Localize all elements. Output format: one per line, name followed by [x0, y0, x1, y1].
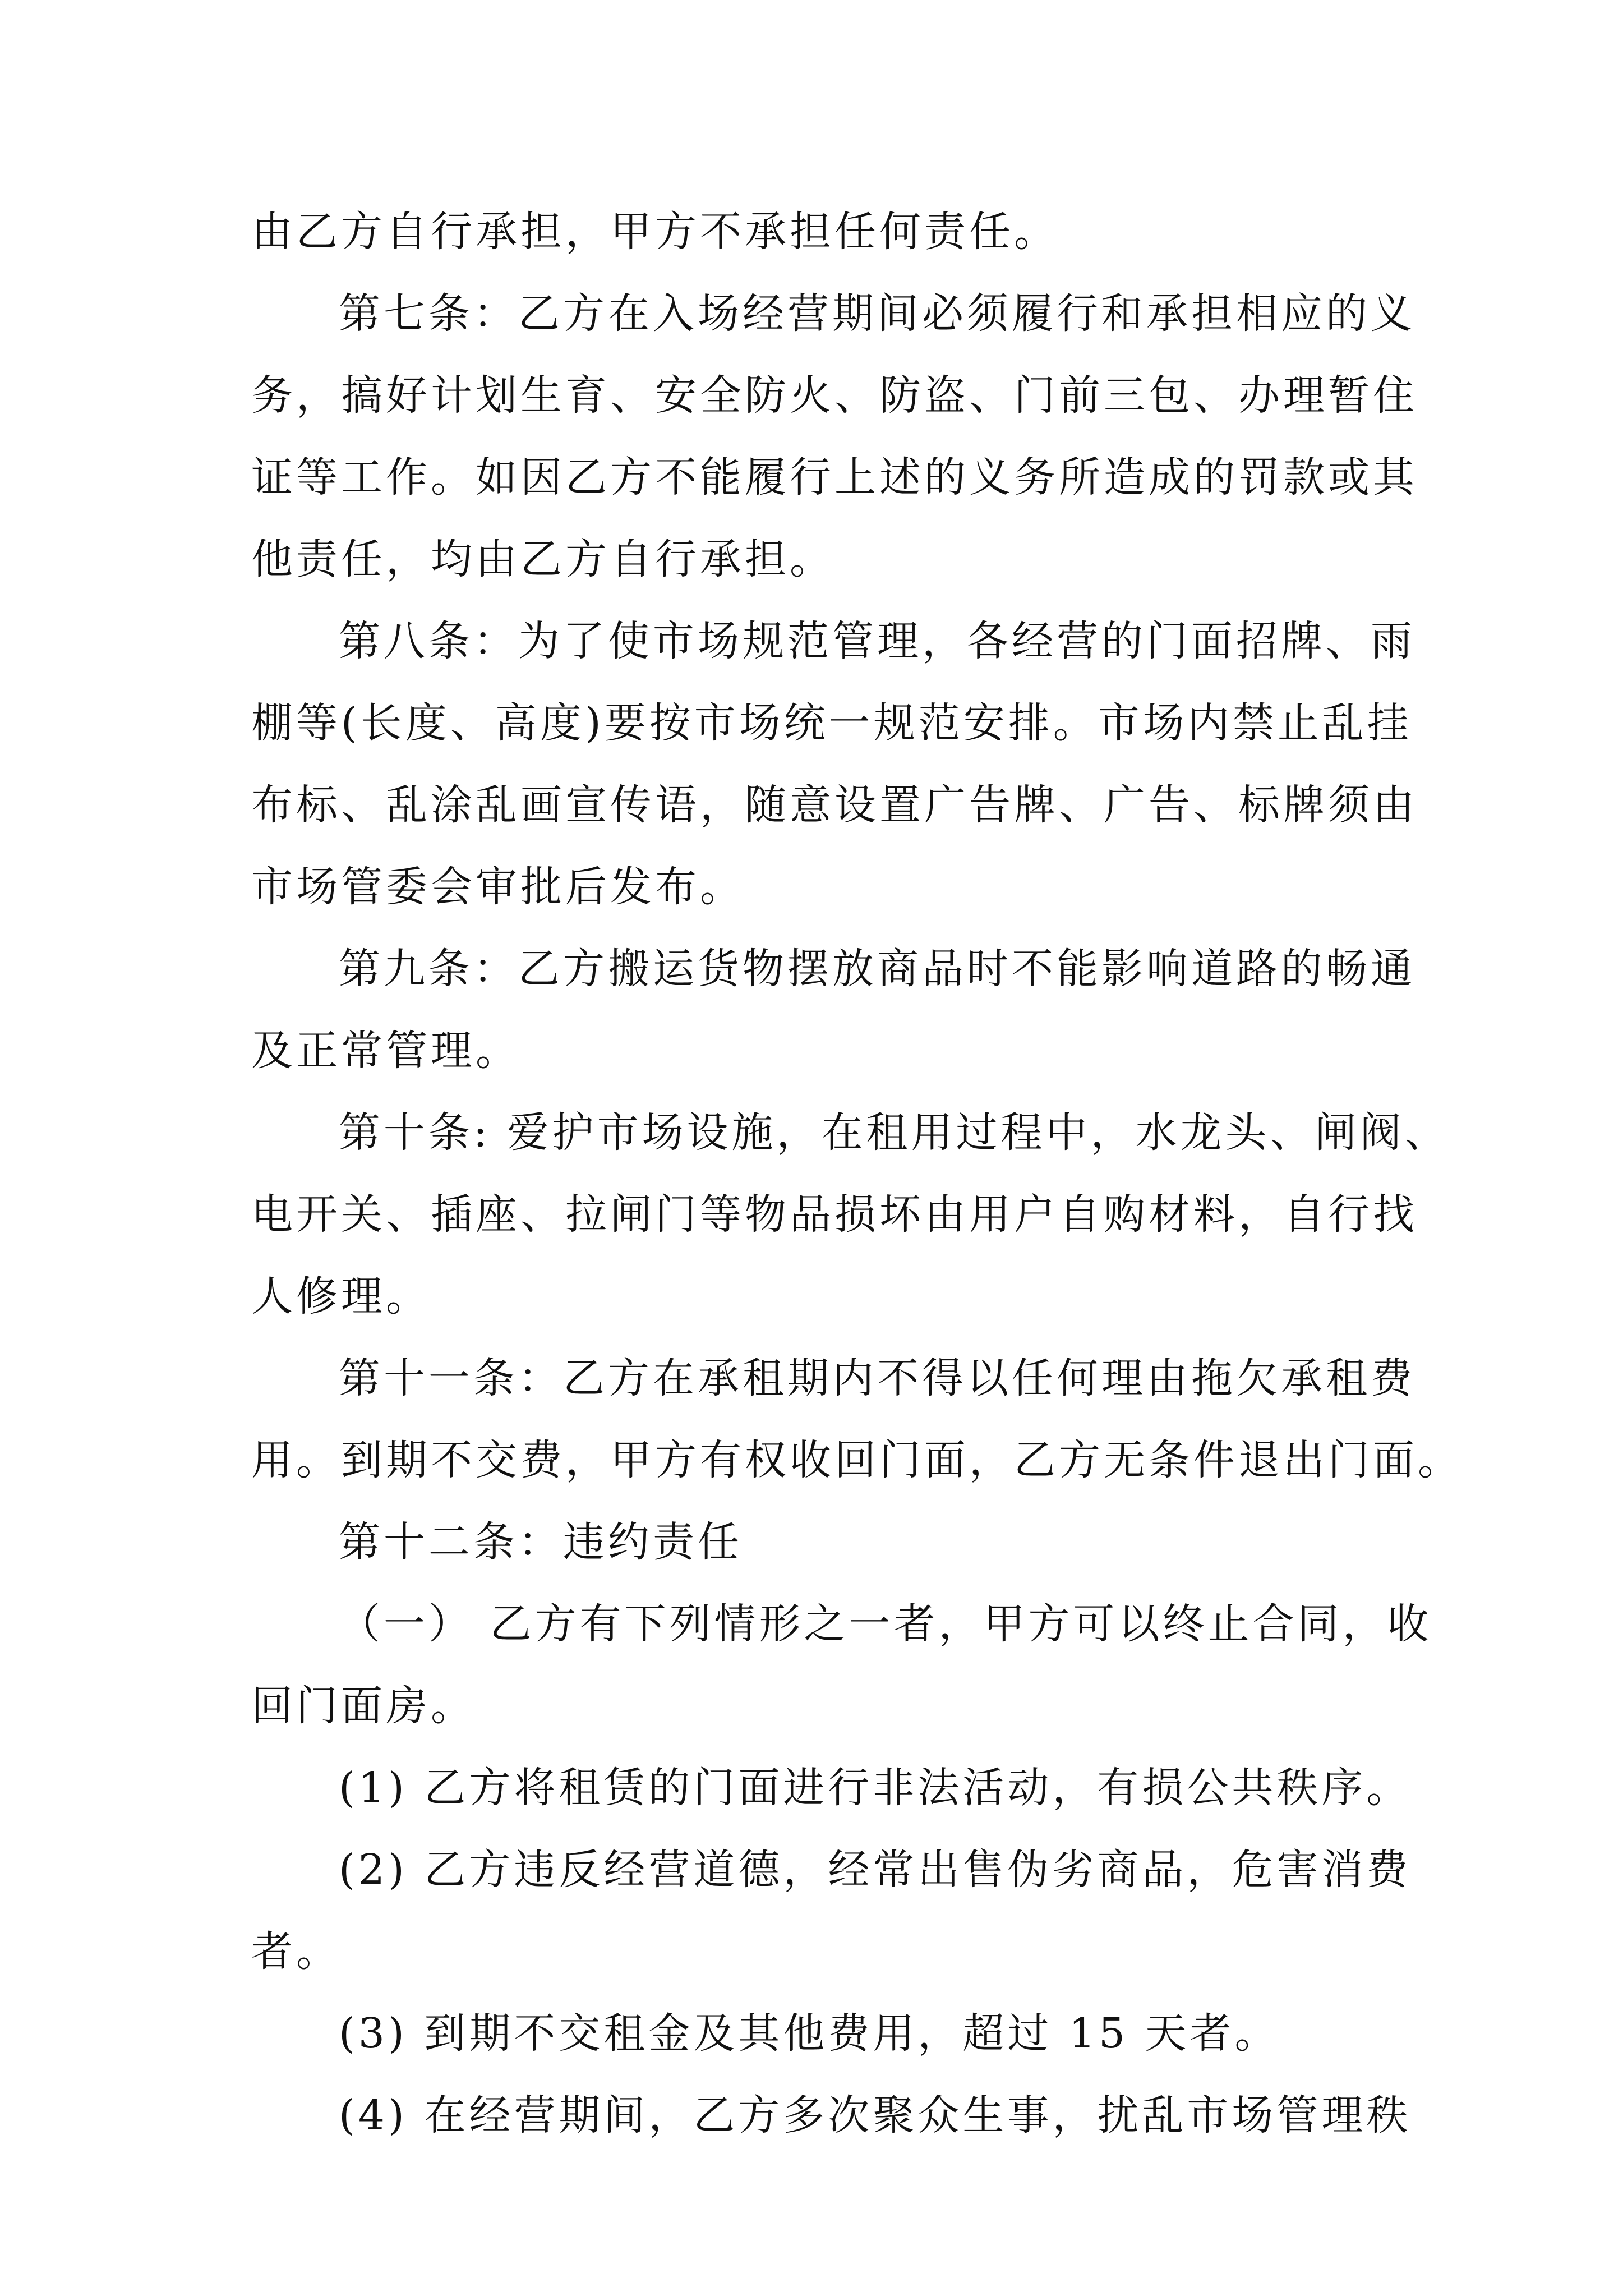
text-line: 及正常管理。 — [251, 1027, 520, 1075]
text-line: 电开关、插座、拉闸门等物品损坏由用户自购材料，自行找 — [251, 1190, 1418, 1239]
text-line: 第十条: 爱护市场设施，在租用过程中，水龙头、闸阀、 — [339, 1108, 1450, 1157]
text-line: 第八条：为了使市场规范管理，各经营的门面招牌、雨 — [339, 617, 1415, 665]
text-line: 他责任，均由乙方自行承担。 — [251, 535, 834, 583]
text-line: 务，搞好计划生育、安全防火、防盗、门前三包、办理暂住 — [251, 371, 1418, 420]
text-line: 布标、乱涂乱画宣传语，随意设置广告牌、广告、标牌须由 — [251, 781, 1418, 829]
text-line: 第十二条：违约责任 — [339, 1518, 743, 1566]
text-line: (2) 乙方违反经营道德，经常出售伪劣商品，危害消费 — [339, 1846, 1412, 1894]
text-line: 由乙方自行承担，甲方不承担任何责任。 — [251, 208, 1059, 256]
text-line: (3) 到期不交租金及其他费用，超过 15 天者。 — [339, 2009, 1280, 2058]
text-line: 回门面房。 — [251, 1682, 476, 1730]
text-line: 市场管委会审批后发布。 — [251, 863, 745, 911]
text-line: （一） 乙方有下列情形之一者，甲方可以终止合同，收 — [339, 1600, 1432, 1648]
text-line: (4) 在经营期间，乙方多次聚众生事，扰乱市场管理秩 — [339, 2091, 1412, 2139]
text-line: 用。到期不交费，甲方有权收回门面，乙方无条件退出门面。 — [251, 1436, 1463, 1484]
text-line: 人修理。 — [251, 1272, 431, 1320]
text-line: 第七条：乙方在入场经营期间必须履行和承担相应的义 — [339, 289, 1415, 338]
text-line: (1) 乙方将租赁的门面进行非法活动，有损公共秩序。 — [339, 1764, 1412, 1812]
document-body — [251, 191, 1463, 2156]
text-line: 第九条：乙方搬运货物摆放商品时不能影响道路的畅通 — [339, 945, 1415, 993]
text-line: 第十一条：乙方在承租期内不得以任何理由拖欠承租费 — [339, 1354, 1415, 1402]
text-line: 者。 — [251, 1927, 341, 1976]
text-line: 棚等(长度、高度)要按市场统一规范安排。市场内禁止乱挂 — [251, 699, 1412, 747]
text-line: 证等工作。如因乙方不能履行上述的义务所造成的罚款或其 — [251, 453, 1418, 501]
